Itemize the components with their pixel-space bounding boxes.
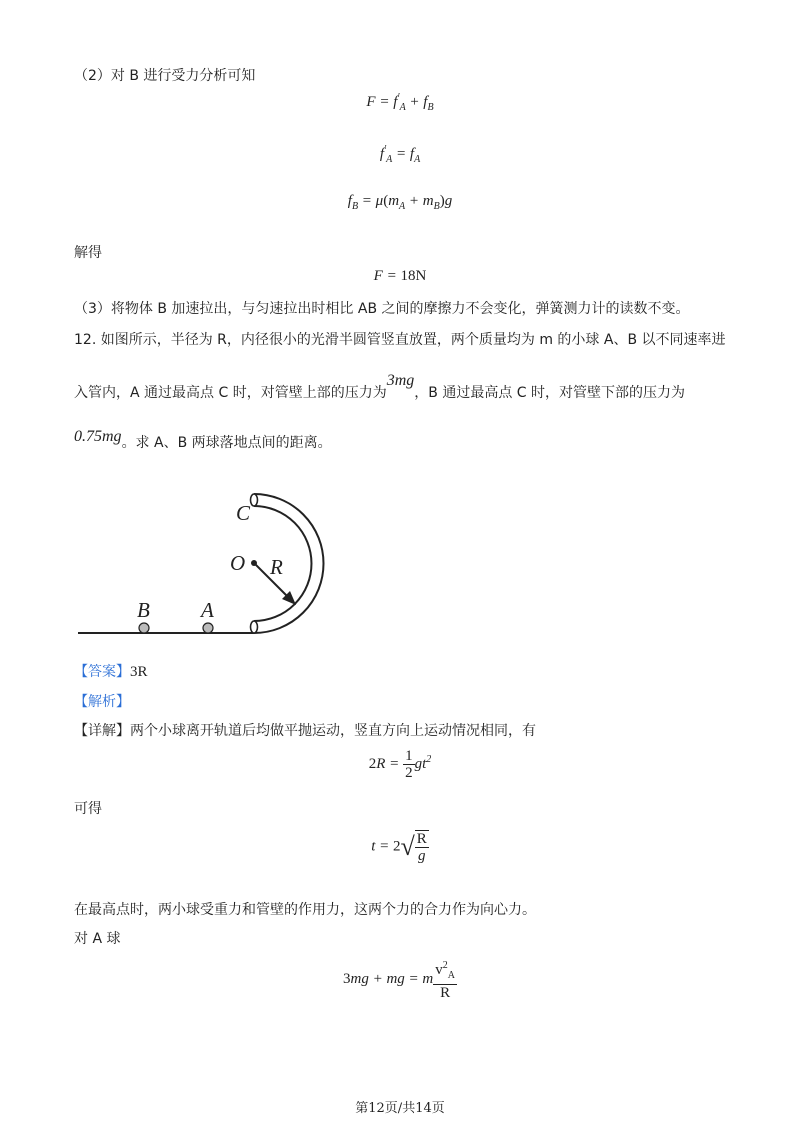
- part3-text: （3）将物体 B 加速拉出，与匀速拉出时相比 AB 之间的摩擦力不会变化，弹簧测力计的读数不变。: [74, 301, 690, 317]
- for-a-label: 对 A 球: [74, 931, 121, 947]
- q12-line3-text: 。求 A、B 两球落地点间的距离。: [121, 435, 332, 451]
- page-footer: 第12页/共14页: [355, 1101, 445, 1116]
- equation-fb: $f_B = \mu(m_A + m_B)g$: [347, 193, 453, 212]
- tube-diagram: [70, 478, 350, 646]
- q12-line2: [74, 372, 685, 403]
- equation-f-total: $F = f'_A + f_B$: [366, 92, 434, 113]
- analysis-tag-text: 【解析】: [74, 694, 130, 710]
- detail-tag: 【详解】: [74, 723, 130, 739]
- q12-line2-b: ，B 通过最高点 C 时，对管壁下部的压力为: [414, 385, 685, 401]
- ball-b: [139, 623, 149, 633]
- part2-intro: （2）对 B 进行受力分析可知: [74, 68, 256, 84]
- q12-line3: [74, 428, 332, 453]
- equation-ball-a: 3mg + mg = m $\frac{v^2_A}{R}$: [343, 960, 455, 1001]
- analysis-tag: [74, 692, 130, 712]
- equation-time: t = 2√ $\frac{R}{g}$: [371, 831, 427, 864]
- tube-bottom-opening: [251, 621, 258, 633]
- answer-tag: 【答案】: [74, 664, 130, 680]
- detail-text: 两个小球离开轨道后均做平抛运动，竖直方向上运动情况相同，有: [130, 723, 536, 739]
- ball-a: [203, 623, 213, 633]
- detail-line: [74, 721, 536, 741]
- top-point-text: 在最高点时，两小球受重力和管壁的作用力，这两个力的合力作为向心力。: [74, 902, 536, 918]
- equation-fall: 2R = $\frac{1}{2}$ $gt^2$: [368, 748, 432, 781]
- q12-line2-a: 入管内，A 通过最高点 C 时，对管壁上部的压力为: [74, 385, 387, 401]
- answer-value: 3R: [130, 664, 148, 680]
- label-b: B: [137, 598, 150, 622]
- answer-line: [74, 662, 148, 682]
- equation-answer-f: F = 18N: [373, 268, 427, 284]
- force-a-value: 3mg: [386, 372, 415, 389]
- tube-top-opening: [251, 494, 258, 506]
- tube-outer-wall: [254, 494, 324, 633]
- label-a: A: [201, 598, 214, 622]
- label-r: R: [270, 555, 283, 579]
- force-b-value: 0.75mg: [74, 428, 122, 445]
- solve-label: 解得: [74, 245, 102, 261]
- q12-line1: 12. 如图所示，半径为 R，内径很小的光滑半圆管竖直放置，两个质量均为 m 的小球 A、B 以不同速率进: [74, 332, 726, 348]
- label-c: C: [236, 501, 251, 525]
- equation-fa-equal: $f'_A = f_A$: [379, 144, 421, 165]
- label-o: O: [230, 551, 246, 575]
- ke-de-label: 可得: [74, 801, 102, 817]
